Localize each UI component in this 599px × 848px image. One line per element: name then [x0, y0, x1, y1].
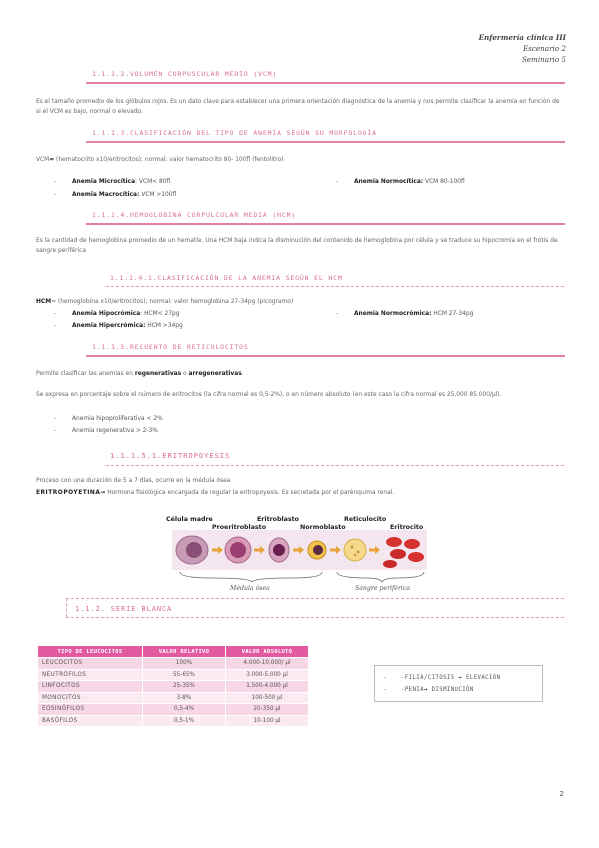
proerythroblast-icon [225, 537, 251, 563]
vcm-paragraph: Es el tamaño promedio de los glóbulos rojos. Es un dato clave para establecer una primera orientación diagnóstica de la anemia y nos permite clasificar la anemia en función de si el VCM es bajo, normal o elevado. [36, 99, 560, 115]
normoblast-icon [308, 541, 326, 559]
eritropoyesis-paragraph: Proceso con una duración de 5 a 7 días, ocurre en la médula ósea [36, 478, 231, 484]
hcm-formula [36, 297, 564, 307]
table-row: MONOCITOS 3-8% 100-500 µl [38, 692, 309, 704]
hcm-paragraph: Es la cantidad de hemoglobina promedio de un hematíe. Una HCM baja indica la disminución del contenido de hemoglobina por célula y se traduce su hipocromía en el frotis de sangre periférica [36, 238, 558, 254]
list-item: - Anemia Hipercrómica: HCM >34pg [54, 323, 183, 329]
list-item: - Anemia Normocrómica: HCM 27-34pg [336, 311, 474, 317]
reticulocitos-paragraph: Permite clasificar las anemias en regenerativas o arregenerativas. [36, 371, 244, 377]
section-rule-top [66, 598, 564, 599]
section-rule-left [66, 598, 67, 617]
suffix-legend-box [374, 665, 543, 702]
formula-label: VCM [36, 157, 50, 163]
diagram-label: Eritrocito [390, 524, 424, 531]
diagram-label: Normoblasto [300, 524, 346, 531]
section-rule [86, 82, 565, 84]
section-rule [86, 223, 565, 225]
table-header-row [38, 646, 309, 658]
diagram-label: Célula madre [166, 516, 213, 523]
scenario-label: Escenario 2 [522, 44, 566, 53]
seminar-label: Seminario 5 [521, 55, 566, 64]
list-item: - Anemia Macrocítica: VCM >100fl [54, 192, 177, 198]
section-rule [106, 465, 564, 466]
list-item: - Anemia Hipocrómica: HCM< 27pg [54, 311, 180, 317]
table-row: NEUTRÓFILOS 55-65% 3.000-5.000 µl [38, 669, 309, 681]
page-header [479, 32, 566, 65]
column-header: VALOR RELATIVO [143, 646, 226, 658]
section-rule [86, 355, 565, 357]
column-header: VALOR ABSOLUTO [226, 646, 309, 658]
eritropoyetina-definition: ERITROPOYETINA→ Hormona fisiológica encargada de regular la eritropoyesis. Es secretada por el parénquima renal. [36, 490, 395, 496]
brace-marrow [180, 572, 322, 582]
table-row: EOSINÓFILOS 0,5-4% 20-350 µl [38, 704, 309, 716]
section-title-serie-blanca: 1.1.2. SERIE BLANCA [75, 605, 173, 613]
eritropoyetina-term: ERITROPOYETINA [36, 490, 101, 496]
arrow-icon: → [458, 675, 463, 681]
section-title-vcm: 1.1.1.2.VOLUMEN CORPUSCULAR MEDIO (VCM) [92, 70, 278, 78]
list-item: - Anemia regenerativa > 2-3% [54, 428, 158, 434]
list-item: - -FILIA/CITOSIS → ELEVACIÓN [383, 675, 501, 681]
arrow-icon: → [423, 687, 428, 693]
section-title-eritropoyesis: 1.1.1.5.1.ERITROPOYESIS [110, 451, 231, 460]
reticulocitos-paragraph-2: Se expresa en porcentaje sobre el número de eritrocitos (la cifra normal es 0,5-2%), o en número absoluto (en este caso la cifra normal es 25.000 85.000/µl). [36, 392, 502, 398]
vcm-formula [36, 155, 564, 165]
reticulocyte-icon [344, 539, 366, 561]
formula-label: HCM [36, 299, 52, 305]
table-row: LEUCOCITOS 100% 4.000-10.000/ µl [38, 658, 309, 670]
section-title-morfologia: 1.1.1.3.CLASIFICACIÓN DEL TIPO DE ANEMIA SEGÚN SU MORFOLOGÍA [92, 129, 377, 137]
leukocyte-table [37, 645, 309, 727]
arrow-icon: → [100, 490, 106, 496]
table-row: LINFOCITOS 25-35% 1.500-4.000 µl [38, 681, 309, 693]
section-title-clasif-hcm: 1.1.1.4.1.CLASIFICACIÓN DE LA ANEMIA SEGÚN EL HCM [110, 274, 343, 282]
erythroblast-icon [269, 538, 289, 562]
section-rule [86, 141, 565, 143]
page-number: 2 [559, 790, 564, 798]
list-item: - -PENIA→ DISMINUCIÓN [383, 687, 474, 693]
section-title-reticulocitos: 1.1.1.5.RECUENTO DE RETICULOCITOS [92, 343, 249, 351]
section-title-hcm: 1.1.1.4.HEMOGLOBINA CORPULCULAR MEDIA (HCM) [92, 211, 297, 219]
formula-text: (hematocrito x10/eritrocitos); normal: valor hematocrito 80- 100fl (fentolitro) [54, 157, 284, 163]
table-row: BASÓFILOS 0,5-1% 10-100 µl [38, 715, 309, 727]
section-rule [66, 617, 564, 618]
diagram-label: Reticulocito [344, 516, 387, 523]
diagram-label-marrow: Médula ósea [230, 585, 270, 592]
list-item: - Anemia Microcítica: VCM< 80fl [54, 179, 171, 185]
list-item: - Anemia Normocítica: VCM 80-100fl [336, 179, 465, 185]
erythropoiesis-diagram [166, 512, 427, 592]
diagram-label: Eritroblasto [257, 516, 300, 523]
diagram-label: Proeritroblasto [212, 524, 267, 531]
diagram-label-blood: Sangre periférica [355, 585, 411, 592]
section-rule [106, 286, 564, 287]
brace-blood [337, 572, 424, 582]
stem-cell-icon [176, 536, 208, 564]
formula-equals: = [49, 157, 55, 163]
column-header: TIPO DE LEUCOCITOS [38, 646, 143, 658]
course-title: Enfermería clínica III [478, 33, 566, 42]
list-item: - Anemia hipoproliferativa < 2% [54, 416, 163, 422]
formula-text: = (hemoglobina x10/eritrocitos); normal: valor hemoglobina 27-34pg (picogramo) [51, 299, 294, 305]
